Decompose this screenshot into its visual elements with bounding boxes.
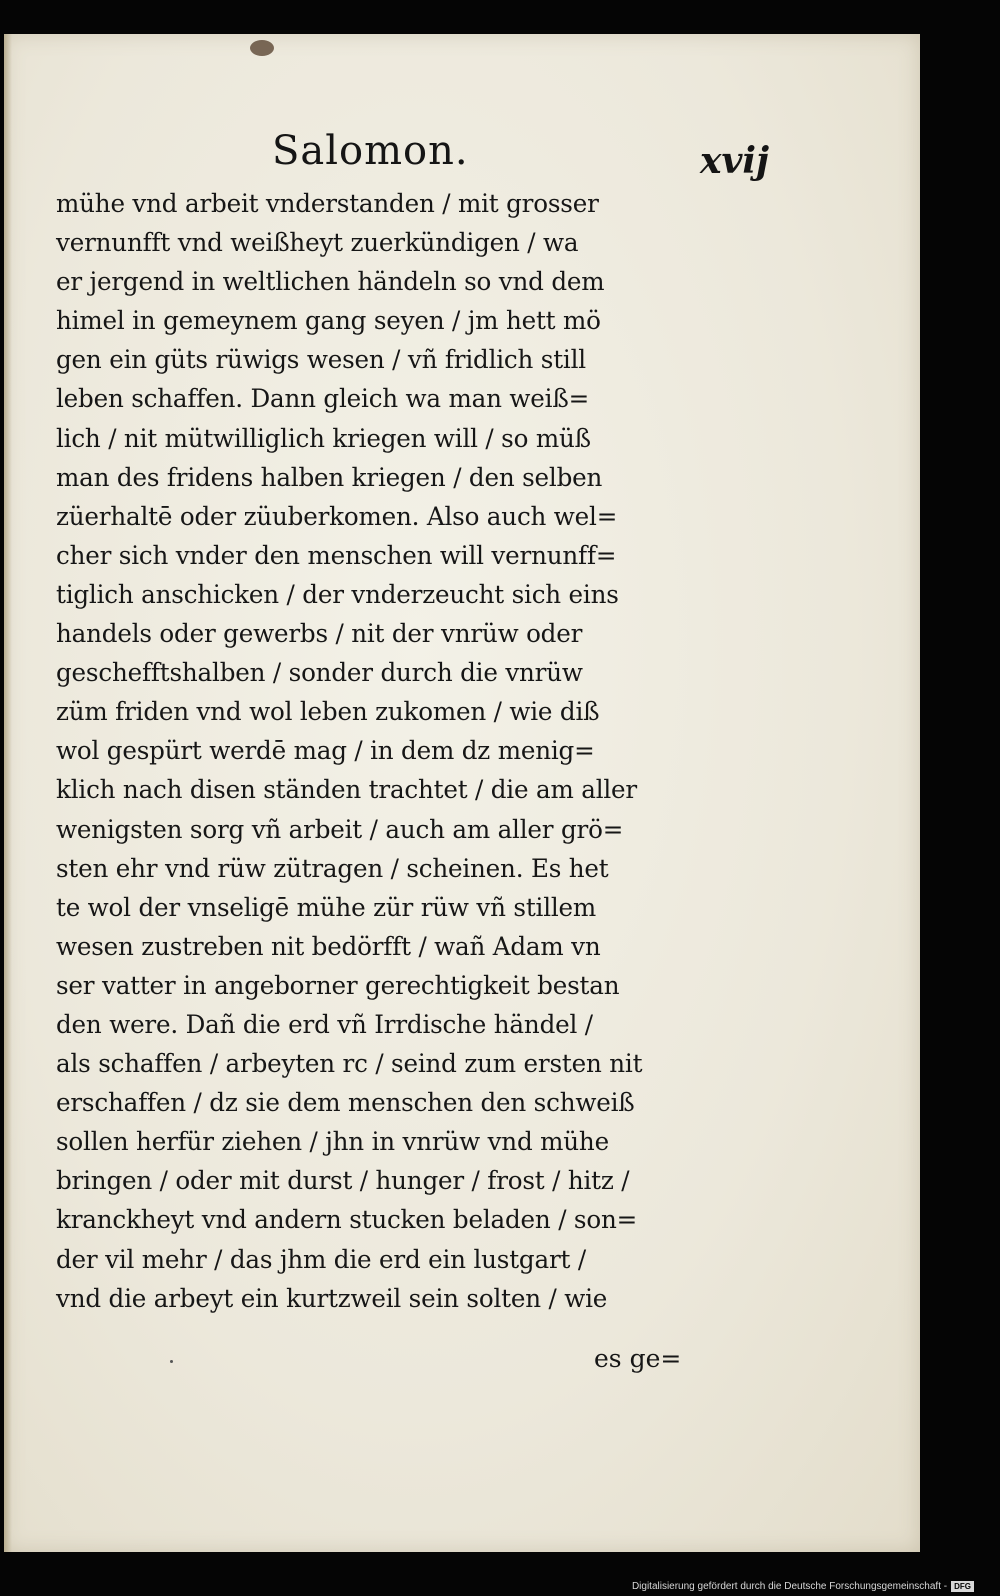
body-text <box>56 184 696 1318</box>
text-line: handels oder gewerbs / nit der vnrüw oder <box>56 619 583 649</box>
text-line: lich / nit mütwilliglich kriegen will / so müß <box>56 423 591 453</box>
text-line: tiglich anschicken / der vnderzeucht sich eins <box>56 579 619 609</box>
footer-text: Digitalisierung gefördert durch die Deutsche Forschungsgemeinschaft - <box>631 1581 948 1592</box>
text-line: gen ein güts rüwigs wesen / vñ fridlich still <box>56 345 586 375</box>
text-line: leben schaffen. Dann gleich wa man weiß= <box>56 384 589 414</box>
catchword: es ge= <box>594 1344 682 1373</box>
ink-stain <box>250 40 274 56</box>
text-line: klich nach disen ständen trachtet / die am aller <box>56 775 637 805</box>
text-line: züerhaltē oder züuberkomen. Also auch wel= <box>56 501 618 531</box>
text-line: sollen herfür ziehen / jhn in vnrüw vnd mühe <box>56 1127 609 1157</box>
text-line: sten ehr vnd rüw zütragen / scheinen. Es het <box>56 853 609 883</box>
text-line: mühe vnd arbeit vnderstanden / mit grosser <box>56 189 599 218</box>
text-line: te wol der vnseligē mühe zür rüw vñ stillem <box>56 892 597 922</box>
text-line: vnd die arbeyt ein kurtzweil sein solten / wie <box>56 1283 608 1313</box>
text-line: geschefftshalben / sonder durch die vnrüw <box>56 658 583 688</box>
folio-number: xvij <box>700 140 770 182</box>
text-line: ser vatter in angeborner gerechtigkeit bestan <box>56 970 620 1000</box>
text-line: wesen zustreben nit bedörfft / wañ Adam vn <box>56 931 601 961</box>
text-line: vernunfft vnd weißheyt zuerkündigen / wa <box>56 228 579 258</box>
footer-credit <box>632 1581 974 1592</box>
text-line: wenigsten sorg vñ arbeit / auch am aller grö= <box>56 814 624 844</box>
text-line: der vil mehr / das jhm die erd ein lustgart / <box>56 1244 586 1274</box>
text-line: bringen / oder mit durst / hunger / frost / hitz / <box>56 1166 630 1196</box>
text-line: züm friden vnd wol leben zukomen / wie diß <box>56 697 600 727</box>
text-line: als schaffen / arbeyten rc / seind zum ersten nit <box>56 1049 643 1079</box>
running-title: Salomon. <box>272 128 469 174</box>
text-line: erschaffen / dz sie dem menschen den schweiß <box>56 1088 635 1118</box>
text-line: er jergend in weltlichen händeln so vnd dem <box>56 267 605 297</box>
text-line: den were. Dañ die erd vñ Irrdische händel / <box>56 1009 593 1039</box>
book-page <box>4 34 920 1552</box>
text-line: man des fridens halben kriegen / den selben <box>56 462 603 492</box>
text-line: himel in gemeynem gang seyen / jm hett mö <box>56 306 601 336</box>
dfg-logo: DFG <box>951 1581 974 1592</box>
text-line: wol gespürt werdē mag / in dem dz menig= <box>56 736 595 766</box>
page-gutter-shadow <box>4 34 12 1552</box>
ink-speck <box>170 1360 173 1363</box>
text-line: cher sich vnder den menschen will vernunff= <box>56 540 617 570</box>
text-line: kranckheyt vnd andern stucken beladen / son= <box>56 1205 638 1235</box>
